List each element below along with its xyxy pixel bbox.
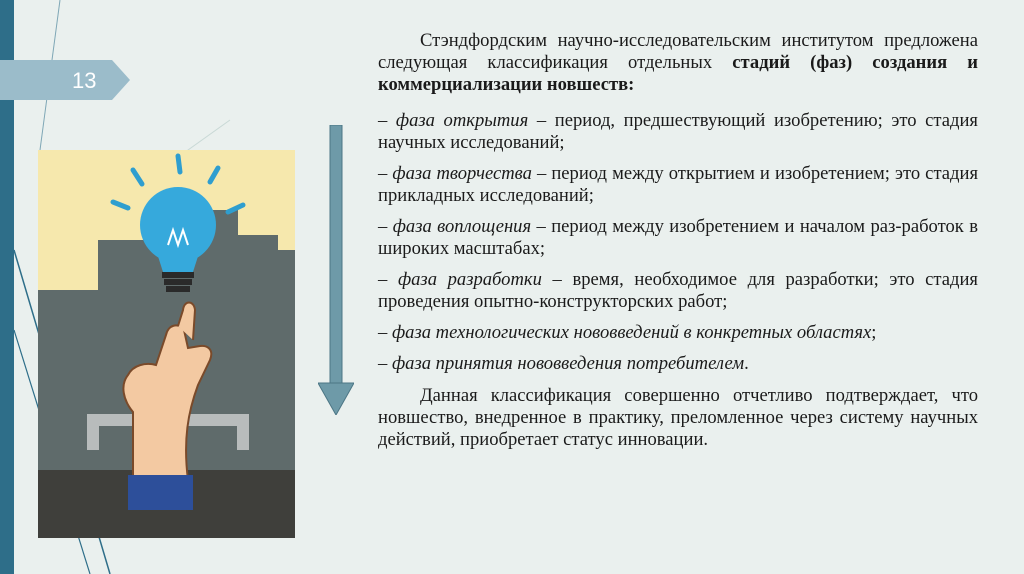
down-arrow [318,125,354,415]
phase-dash: – [378,216,393,237]
phase-item [378,269,978,313]
intro-paragraph [378,30,978,96]
content-text [378,30,978,451]
intro-text: Стэндфордским научно-исследовательским институтом предложена следующая классификация отдельных [378,30,978,73]
intro-bold-text: стадий (фаз) создания и коммерциализации новшеств: [378,52,978,95]
phase-name: фаза открытия [395,110,529,131]
conclusion-paragraph: Данная классификация совершенно отчетливо подтверждает, что новшество, внедренное в практику, преломленное через систему научных действий, приобретает статус инновации. [378,385,978,450]
phase-description: – период между изобретением и началом раз-работок в широких масштабах; [378,216,978,259]
phase-name: фаза воплощения [392,216,532,237]
phase-description: ; [871,322,877,343]
phase-description: – период между открытием и изобретением; это стадия прикладных исследований; [378,163,979,206]
phase-item [378,110,978,154]
phase-item [378,322,978,344]
phase-item [378,353,978,375]
phase-dash: – [378,110,396,131]
phase-dash: – [378,163,393,184]
phase-name: фаза технологических нововведений в конкретных областях [391,322,872,343]
phase-item [378,216,978,260]
phase-name: фаза творчества [392,163,532,184]
phase-description: – период, предшествующий изобретению; это стадия научных исследований; [378,110,978,153]
page-number: 13 [72,68,97,93]
idea-hand-illustration [38,150,295,538]
phase-description: . [744,353,749,374]
phase-dash: – [378,353,392,374]
phase-dash: – [378,269,398,290]
phase-item [378,163,978,207]
phase-name: фаза разработки [397,269,542,290]
phase-dash: – [378,322,392,343]
phase-name: фаза принятия нововведения потребителем [391,353,745,374]
phase-description: – время, необходимое для разработки; это стадия проведения опытно-конструкторских работ; [378,269,978,312]
